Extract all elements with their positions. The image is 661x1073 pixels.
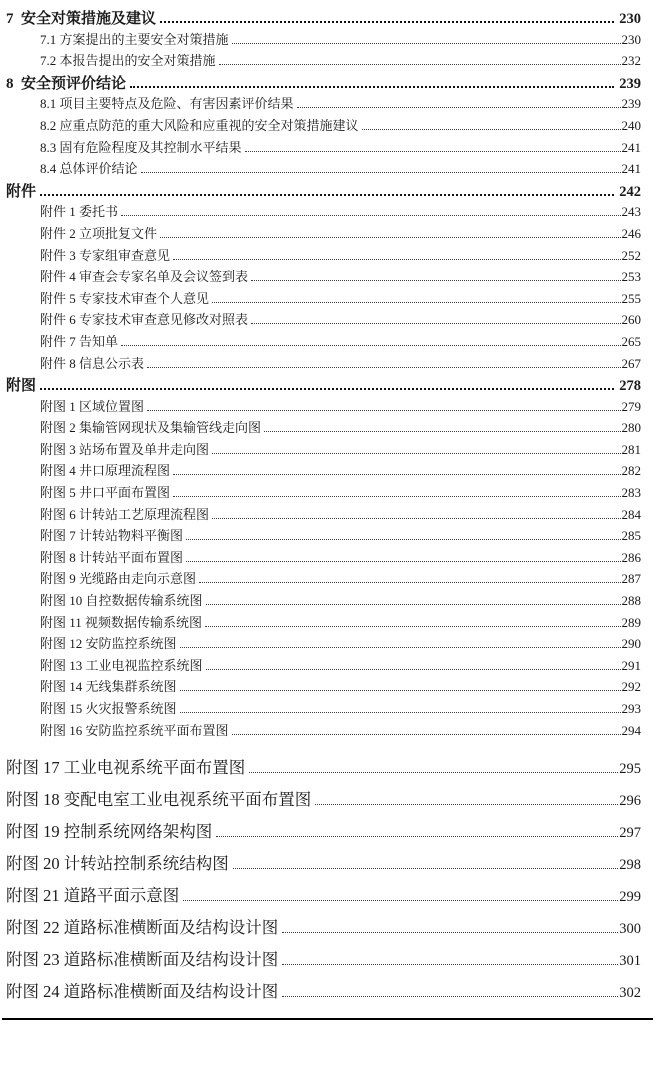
toc-entry-sub[interactable] (6, 201, 641, 223)
dot-leader (245, 151, 621, 152)
toc-entry-sub[interactable] (6, 266, 641, 288)
toc-entry-chapter[interactable] (6, 72, 641, 94)
dot-leader (216, 836, 618, 837)
toc-entry-sub[interactable] (6, 612, 641, 634)
toc-entry-label: 附件 (6, 183, 37, 200)
toc-entry-sub[interactable] (6, 158, 641, 180)
dot-leader (121, 345, 620, 346)
toc-entry-page-number: 242 (619, 183, 641, 200)
toc-entry-label: 附件 2 立项批复文件 (40, 225, 158, 241)
toc-entry-label: 附图 6 计转站工艺原理流程图 (40, 506, 210, 522)
toc-entry-label: 7.2 本报告提出的安全对策措施 (40, 53, 216, 69)
dot-leader (147, 367, 620, 368)
dot-leader (173, 496, 620, 497)
toc-entry-label: 附图 15 火灾报警系统图 (40, 701, 177, 716)
toc-entry-sub[interactable] (6, 331, 641, 353)
toc-entry-sub[interactable] (6, 676, 641, 698)
toc-entry-sub[interactable] (6, 137, 641, 159)
toc-entry-label: 附图 5 井口平面布置图 (40, 485, 171, 501)
toc-entry-label: 附图 11 视频数据传输系统图 (40, 614, 203, 630)
dot-leader (186, 539, 620, 540)
toc-entry-page-number: 230 (621, 31, 641, 47)
toc-entry-label: 附件 6 专家技术审查意见修改对照表 (40, 312, 249, 328)
toc-entry-page-number: 260 (621, 312, 641, 328)
toc-entry-page-number: 281 (621, 441, 641, 457)
dot-leader (147, 410, 620, 411)
toc-entry-label: 附图 4 井口原理流程图 (40, 463, 171, 479)
toc-entry-label: 附图 18 变配电室工业电视系统平面布置图 (6, 790, 312, 810)
toc-entry-page-number: 241 (621, 161, 641, 177)
toc-entry-label: 附图 23 道路标准横断面及结构设计图 (6, 950, 279, 970)
toc-entry-label: 8 安全预评价结论 (6, 75, 127, 92)
toc-entry-page-number: 295 (619, 761, 641, 778)
toc-entry-label: 附图 19 控制系统网络架构图 (6, 822, 213, 842)
toc-entry-page-number: 298 (619, 857, 641, 874)
toc-entry-page-number: 290 (621, 636, 641, 652)
dot-leader (40, 194, 614, 196)
toc-entry-sub[interactable] (6, 698, 641, 720)
dot-leader (173, 474, 620, 475)
toc-entry-page-number: 278 (619, 378, 641, 395)
toc-entry-page-number: 286 (621, 549, 641, 565)
toc-entry-label: 附图 10 自控数据传输系统图 (40, 593, 203, 609)
toc-entry-page-number: 253 (621, 269, 641, 285)
dot-leader (251, 323, 620, 324)
dot-leader (180, 712, 621, 713)
dot-leader (199, 582, 620, 583)
toc-entry-sub[interactable] (6, 590, 641, 612)
toc-entry-page-number: 265 (621, 333, 641, 349)
toc-entry-sub[interactable] (6, 439, 641, 461)
toc-entry-label: 8.4 总体评价结论 (40, 161, 138, 177)
footer-divider-line (2, 1018, 653, 1020)
toc-entry-chapter[interactable] (6, 7, 641, 29)
dot-leader (249, 772, 618, 773)
toc-entry-big[interactable] (6, 754, 641, 786)
dot-leader (173, 259, 620, 260)
dot-leader (251, 280, 620, 281)
toc-entry-big[interactable] (6, 786, 641, 818)
dot-leader (180, 690, 621, 691)
dot-leader (205, 626, 620, 627)
toc-entry-page-number: 241 (621, 139, 641, 155)
dot-leader (282, 932, 618, 933)
toc-entry-page-number: 299 (619, 889, 641, 906)
toc-entry-label: 附图 20 计转站控制系统结构图 (6, 854, 229, 874)
toc-entry-label: 7.1 方案提出的主要安全对策措施 (40, 31, 229, 47)
toc-entry-sub[interactable] (6, 93, 641, 115)
toc-entry-page-number: 232 (621, 53, 641, 69)
toc-entry-page-number: 285 (621, 528, 641, 544)
toc-entry-big[interactable] (6, 818, 641, 850)
toc-entry-sub[interactable] (6, 720, 641, 742)
toc-entry-sub[interactable] (6, 655, 641, 677)
toc-entry-big[interactable] (6, 882, 641, 914)
toc-entry-label: 附件 8 信息公示表 (40, 355, 145, 371)
toc-entry-page-number: 279 (621, 398, 641, 414)
toc-entry-label: 附图 22 道路标准横断面及结构设计图 (6, 918, 279, 938)
toc-entry-label: 附图 2 集输管网现状及集输管线走向图 (40, 420, 262, 436)
dot-leader (297, 107, 621, 108)
dot-leader (206, 604, 621, 605)
toc-entry-sub[interactable] (6, 288, 641, 310)
dot-leader (212, 518, 620, 519)
toc-entry-label: 附图 7 计转站物料平衡图 (40, 528, 184, 544)
dot-leader (130, 86, 614, 88)
dot-leader (362, 129, 621, 130)
toc-entry-sub[interactable] (6, 568, 641, 590)
dot-leader (282, 964, 618, 965)
dot-leader (141, 172, 621, 173)
dot-leader (219, 64, 621, 65)
toc-entry-label: 附图 9 光缆路由走向示意图 (40, 571, 197, 587)
toc-entry-label: 附图 8 计转站平面布置图 (40, 549, 184, 565)
toc-entry-sub[interactable] (6, 417, 641, 439)
toc-entry-page-number: 297 (619, 825, 641, 842)
toc-entry-label: 附图 17 工业电视系统平面布置图 (6, 758, 246, 778)
toc-entry-sub[interactable] (6, 115, 641, 137)
toc-entry-page-number: 230 (619, 11, 641, 27)
toc-entry-label: 8.1 项目主要特点及危险、有害因素评价结果 (40, 96, 294, 112)
toc-entry-sub[interactable] (6, 396, 641, 418)
toc-entry-label: 附件 4 审查会专家名单及会议签到表 (40, 269, 249, 285)
toc-entry-sub[interactable] (6, 223, 641, 245)
toc-entry-sub[interactable] (6, 547, 641, 569)
toc-entry-label: 8.2 应重点防范的重大风险和应重视的安全对策措施建议 (40, 117, 359, 133)
dot-leader (183, 900, 618, 901)
toc-entry-page-number: 239 (619, 75, 641, 92)
table-of-contents (6, 7, 641, 1010)
toc-entry-sub[interactable] (6, 245, 641, 267)
toc-entry-sub[interactable] (6, 504, 641, 526)
toc-entry-big[interactable] (6, 946, 641, 978)
toc-entry-label: 附件 7 告知单 (40, 333, 119, 349)
toc-entry-page-number: 283 (621, 485, 641, 501)
toc-entry-page-number: 246 (621, 225, 641, 241)
toc-entry-page-number: 296 (619, 793, 641, 810)
toc-entry-label: 附图 14 无线集群系统图 (40, 679, 177, 695)
toc-entry-page-number: 255 (621, 290, 641, 306)
toc-entry-page-number: 284 (621, 506, 641, 522)
dot-leader (40, 388, 614, 390)
toc-entry-label: 8.3 固有危险程度及其控制水平结果 (40, 139, 242, 155)
toc-entry-page-number: 252 (621, 247, 641, 263)
dot-leader (212, 453, 620, 454)
toc-entry-page-number: 292 (621, 679, 641, 695)
dot-leader (264, 431, 620, 432)
toc-entry-sub[interactable] (6, 353, 641, 375)
toc-entry-label: 附图 24 道路标准横断面及结构设计图 (6, 982, 279, 1002)
toc-entry-page-number: 287 (621, 571, 641, 587)
dot-leader (315, 804, 618, 805)
toc-entry-chapter[interactable] (6, 374, 641, 396)
toc-entry-sub[interactable] (6, 309, 641, 331)
toc-entry-label: 附图 3 站场布置及单井走向图 (40, 441, 210, 457)
toc-entry-page-number: 267 (621, 355, 641, 371)
toc-entry-label: 7 安全对策措施及建议 (6, 11, 157, 27)
toc-entry-chapter[interactable] (6, 180, 641, 202)
dot-leader (232, 43, 621, 44)
toc-entry-page-number: 301 (619, 953, 641, 970)
dot-leader (282, 996, 618, 997)
toc-entry-page-number: 291 (621, 657, 641, 673)
toc-entry-label: 附图 12 安防监控系统图 (40, 636, 177, 652)
toc-entry-page-number: 294 (621, 722, 641, 738)
toc-entry-sub[interactable] (6, 525, 641, 547)
toc-entry-page-number: 300 (619, 921, 641, 938)
toc-entry-page-number: 282 (621, 463, 641, 479)
toc-entry-page-number: 302 (619, 985, 641, 1002)
toc-entry-label: 附图 13 工业电视监控系统图 (40, 657, 203, 673)
toc-entry-big[interactable] (6, 978, 641, 1010)
dot-leader (233, 868, 619, 869)
dot-leader (206, 669, 621, 670)
toc-entry-big[interactable] (6, 914, 641, 946)
toc-entry-label: 附图 1 区域位置图 (40, 398, 145, 414)
dot-leader (186, 561, 620, 562)
toc-entry-label: 附图 16 安防监控系统平面布置图 (40, 722, 229, 738)
dot-leader (160, 237, 620, 238)
toc-entry-label: 附图 21 道路平面示意图 (6, 886, 180, 906)
toc-entry-page-number: 280 (621, 420, 641, 436)
toc-entry-page-number: 239 (621, 96, 641, 112)
toc-entry-sub[interactable] (6, 50, 641, 72)
dot-leader (121, 215, 620, 216)
dot-leader (160, 21, 614, 23)
toc-entry-sub[interactable] (6, 482, 641, 504)
toc-entry-sub[interactable] (6, 633, 641, 655)
toc-entry-page-number: 243 (621, 204, 641, 220)
dot-leader (212, 302, 620, 303)
toc-entry-page-number: 289 (621, 614, 641, 630)
toc-entry-page-number: 293 (621, 701, 641, 716)
toc-entry-label: 附件 1 委托书 (40, 204, 119, 220)
toc-entry-sub[interactable] (6, 460, 641, 482)
toc-entry-sub[interactable] (6, 29, 641, 51)
toc-entry-page-number: 240 (621, 117, 641, 133)
dot-leader (180, 647, 621, 648)
toc-entry-label: 附件 5 专家技术审查个人意见 (40, 290, 210, 306)
toc-entry-label: 附件 3 专家组审查意见 (40, 247, 171, 263)
toc-entry-label: 附图 (6, 378, 37, 395)
toc-entry-page-number: 288 (621, 593, 641, 609)
dot-leader (232, 734, 621, 735)
toc-entry-big[interactable] (6, 850, 641, 882)
